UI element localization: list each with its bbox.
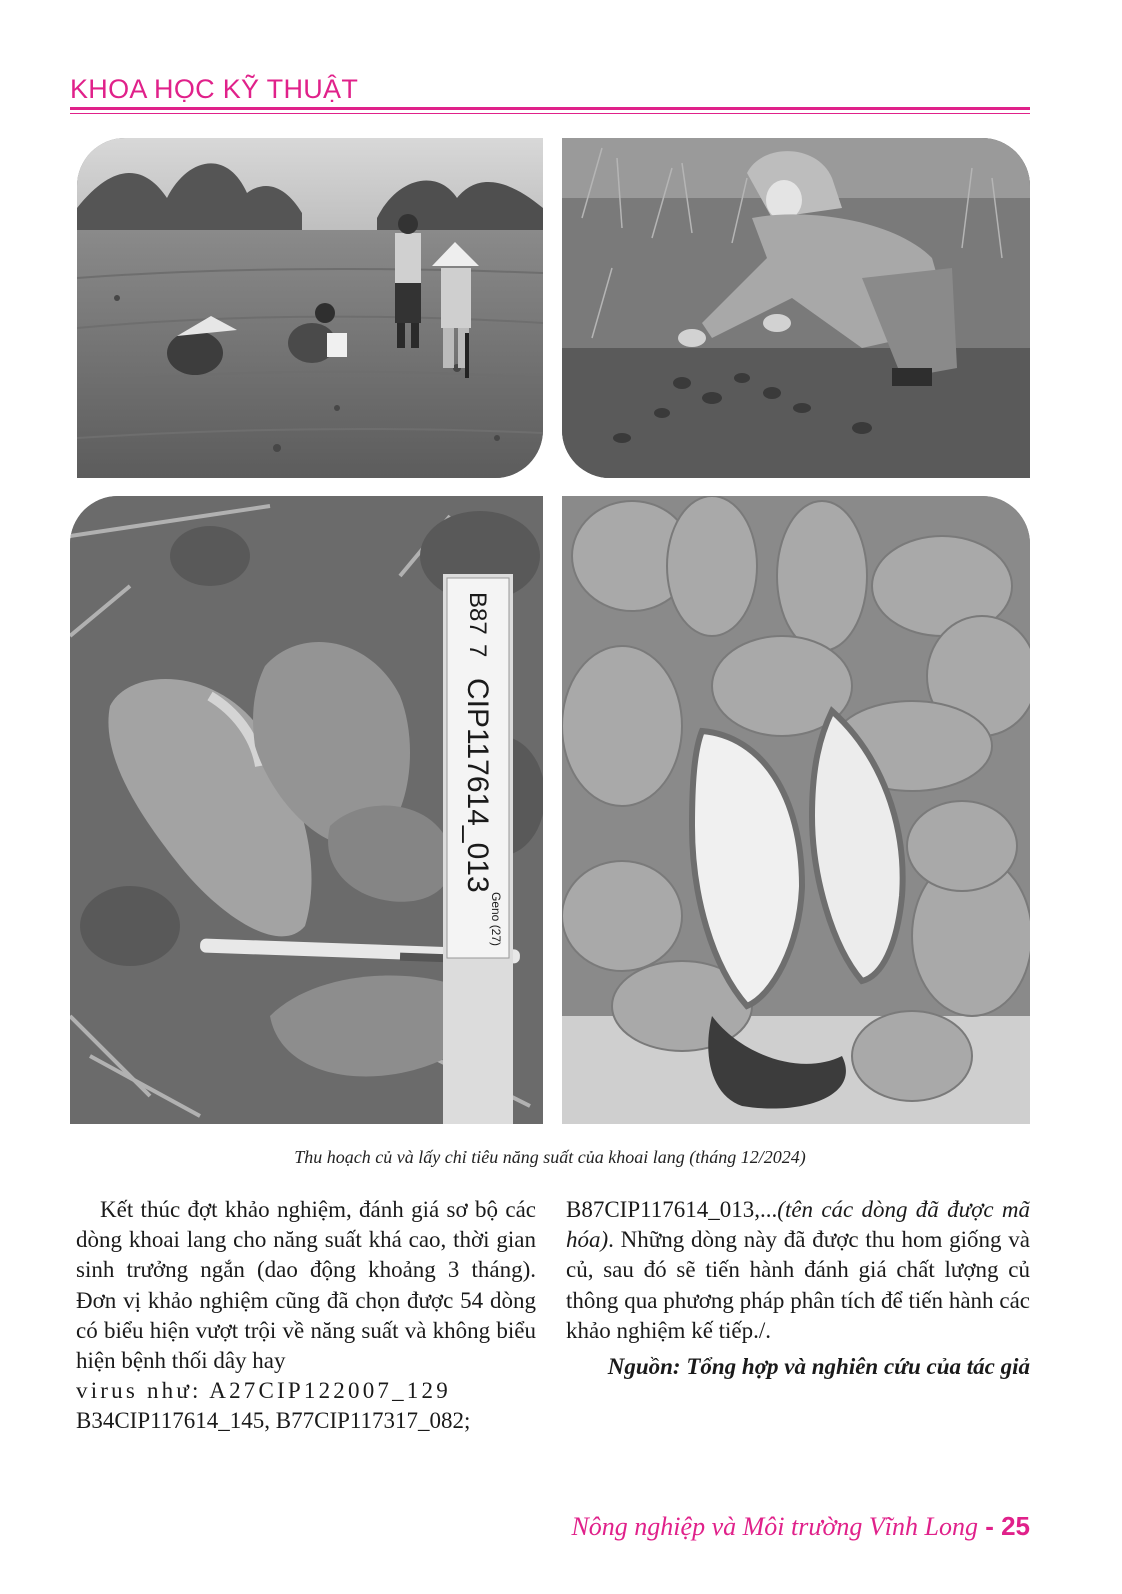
magazine-title: Nông nghiệp và Môi trường Vĩnh Long: [571, 1512, 978, 1541]
footer-separator: -: [977, 1511, 1002, 1541]
paragraph-rest: . Những dòng này đã được thu hom giống và củ, sau đó sẽ tiến hành đánh giá chất lượng củ thông qua phương pháp phân tích để tiến hành các khảo nghiệm kế tiếp./.: [566, 1227, 1030, 1343]
body-column-right: [566, 1195, 1030, 1382]
label-text-code: CIP117614_013: [461, 678, 494, 893]
photo-tubers-label: [70, 496, 543, 1124]
body-column-left: [76, 1195, 536, 1437]
paragraph-results: Kết thúc đợt khảo nghiệm, đánh giá sơ bộ các dòng khoai lang cho năng suất khá cao, thời gian sinh trưởng ngắn (dao động khoảng 3 tháng). Đơn vị khảo nghiệm cũng đã chọn được 54 dòng có biểu hiện vượt trội về năng suất và không biểu hiện bệnh thối dây hay: [76, 1197, 536, 1374]
header-rule-thin: [70, 113, 1030, 114]
photo-field-harvest: [77, 138, 543, 478]
label-text-7: 7: [464, 644, 491, 658]
page-footer: [571, 1511, 1030, 1542]
paragraph-line-virus: virus như: A27CIP122007_129: [76, 1378, 451, 1404]
encoded-note: (tên các dòng đã được mã hóa): [566, 1197, 1030, 1253]
figure-caption: Thu hoạch củ và lấy chỉ tiêu năng suất của khoai lang (tháng 12/2024): [294, 1147, 806, 1167]
label-text-small: Geno (27): [489, 892, 503, 947]
paragraph-line-codes: B34CIP117614_145, B77CIP117317_082;: [76, 1408, 471, 1434]
paragraph-continued: [566, 1195, 1030, 1346]
line-code: B87CIP117614_013,...: [566, 1197, 778, 1222]
page-number: 25: [1001, 1511, 1030, 1541]
photo-cut-tuber: [562, 496, 1030, 1124]
source-note: Nguồn: Tổng hợp và nghiên cứu của tác giả: [607, 1354, 1030, 1380]
header-rule: [70, 107, 1030, 110]
label-text-b87: B87: [464, 592, 491, 635]
section-title: KHOA HỌC KỸ THUẬT: [70, 74, 359, 104]
photo-digging: [562, 138, 1030, 478]
